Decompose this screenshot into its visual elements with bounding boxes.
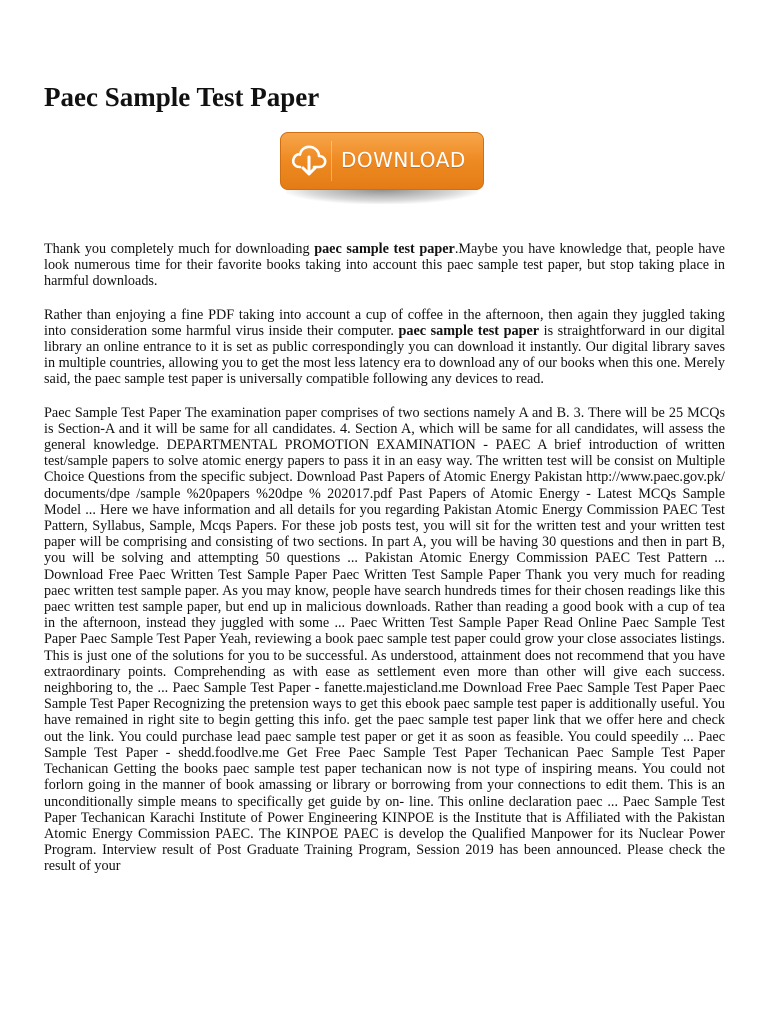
article-body xyxy=(44,241,725,892)
cloud-download-icon xyxy=(287,141,332,181)
intro-bold-keyword: paec sample test paper xyxy=(314,241,455,257)
paragraph-second xyxy=(44,307,725,388)
paragraph-body: Paec Sample Test Paper The examination paper comprises of two sections namely A and B. 3. There will be 25 MCQs is Section-A and it will be same for all candidates. 4. Section A, which will be same for all candidates, will assess the general knowledge. DEPARTMENTAL PROMOTION EXAMINATION - PAEC A brief introduction of written test/sample papers to solve atomic energy papers to pass it in an easy way. The written test will be consist on Multiple Choice Questions from the specific subject. Download Past Papers of Atomic Energy Pakistan http://www.paec.gov.pk/ documents/dpe /sample %20papers %20dpe % 202017.pdf Past Papers of Atomic Energy - Latest MCQs Sample Model ... Here we have information and all details for you regarding Pakistan Atomic Energy Commission PAEC Test Pattern, Syllabus, Sample, Mcqs Papers. For these job posts test, you will sit for the written test and your written test paper will be comprising and consisting of two sections. In part A, you will be having 30 questions and then in part B, you will be solving and attempting 50 questions ... Pakistan Atomic Energy Commission PAEC Test Pattern ... Download Free Paec Written Test Sample Paper Paec Written Test Sample Paper Thank you very much for reading paec written test sample paper. As you may know, people have search hundreds times for their chosen readings like this paec written test sample paper, but end up in malicious downloads. Rather than reading a good book with a cup of tea in the afternoon, instead they juggled with some ... Paec Written Test Sample Paper Read Online Paec Sample Test Paper Paec Sample Test Paper Yeah, reviewing a book paec sample test paper could grow your close associates listings. This is just one of the solutions for you to be successful. As understood, attainment does not recommend that you have extraordinary points. Comprehending as with ease as settlement even more than other will give each success. neighboring to, the ... Paec Sample Test Paper - fanette.majesticland.me Download Free Paec Sample Test Paper Paec Sample Test Paper Recognizing the pretension ways to get this ebook paec sample test paper is additionally useful. You have remained in right site to begin getting this info. get the paec sample test paper link that we offer here and check out the link. You could purchase lead paec sample test paper or get it as soon as feasible. You could speedily ... Paec Sample Test Paper - shedd.foodlve.me Get Free Paec Sample Test Paper Techanican Paec Sample Test Paper Techanican Getting the books paec sample test paper techanican now is not type of inspiring means. You could not forlorn going in the manner of book amassing or library or borrowing from your connections to edit them. This is an unconditionally simple means to specifically get guide by on- line. This online declaration paec ... Paec Sample Test Paper Techanican Karachi Institute of Power Engineering KINPOE is the Institute that is Affiliated with the Pakistan Atomic Energy Commission PAEC. The KINPOE PAEC is develop the Qualified Manpower for its Nuclear Power Program. Interview result of Post Graduate Training Program, Session 2019 has been announced. Please check the result of your xyxy=(44,404,725,875)
download-button-label: DOWNLOAD xyxy=(341,148,466,172)
second-text-end: is straightforward in our digital library an online entrance to it is set as public correspondingly you can download it instantly. Our digital library saves in multiple countries, allowing you to get the most less latency era to download any of our books when this one. Merely said, the paec sample test paper is universally compatible following any devices to read. xyxy=(44,322,726,388)
intro-text-end: .Maybe you have knowledge that, people have look numerous time for their favorite books taking into account this paec sample test paper, but stop taking place in harmful downloads. xyxy=(44,241,725,290)
paragraph-intro xyxy=(44,241,725,290)
second-text-start: Rather than enjoying a fine PDF taking into account a cup of coffee in the afternoon, then again they juggled taking into consideration some harmful virus inside their computer. xyxy=(44,306,725,339)
intro-text-start: Thank you completely much for downloading xyxy=(44,241,315,257)
second-bold-keyword: paec sample test paper xyxy=(398,322,540,339)
download-banner xyxy=(280,132,484,208)
page-title: Paec Sample Test Paper xyxy=(44,82,320,112)
download-button[interactable] xyxy=(280,132,484,190)
